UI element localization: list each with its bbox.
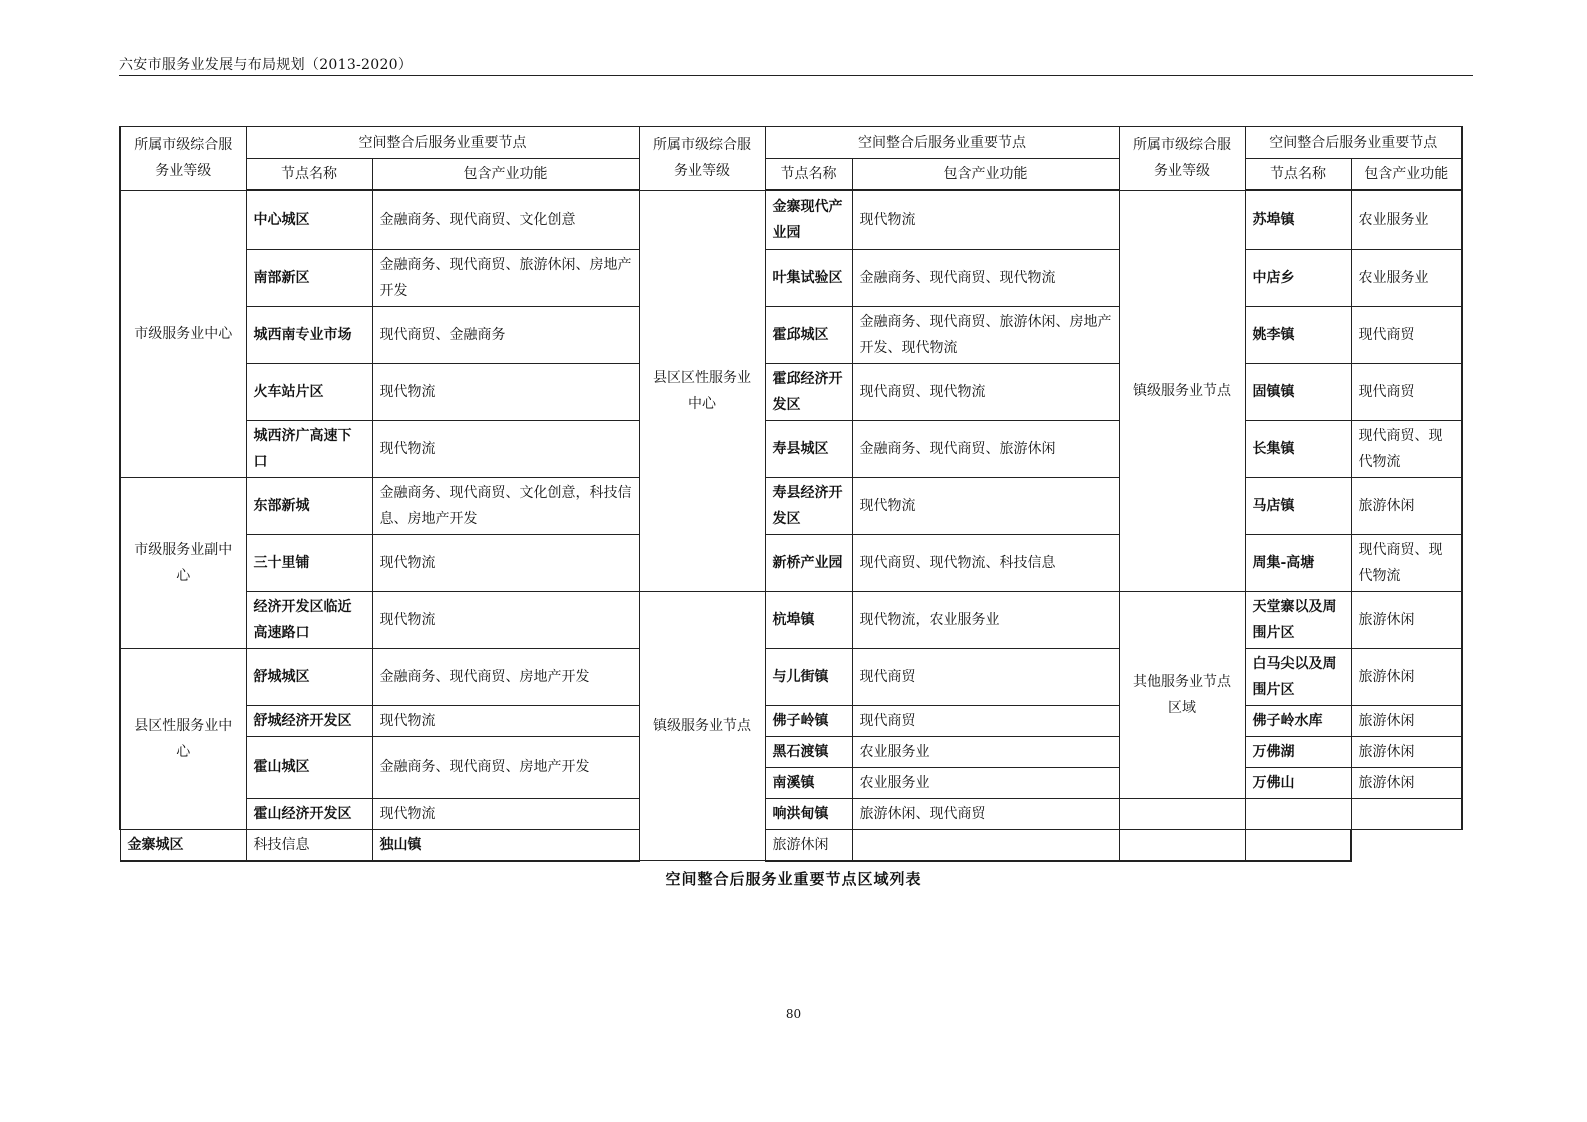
table-caption: 空间整合后服务业重要节点区域列表 [665,870,922,888]
node-name: 东部新城 [246,477,372,534]
node-functions: 现代物流 [372,420,639,477]
node-functions: 现代商贸 [1351,363,1462,420]
group-county-center-left: 县区性服务业中心 [120,648,246,829]
node-name: 金寨现代产业园 [765,190,852,249]
node-name: 南溪镇 [765,767,852,798]
node-functions: 农业服务业 [852,767,1119,798]
node-name: 舒城城区 [246,648,372,705]
header-level-col1: 所属市级综合服务业等级 [120,127,246,191]
node-functions: 现代商贸、现代物流、科技信息 [852,534,1119,591]
node-name: 寿县经济开发区 [765,477,852,534]
group-city-center: 市级服务业中心 [120,190,246,477]
header-node-name-col1: 节点名称 [246,159,372,191]
node-functions: 旅游休闲 [1351,591,1462,648]
node-name: 白马尖以及周围片区 [1245,648,1351,705]
header-nodes-group-col3: 空间整合后服务业重要节点 [1245,127,1462,159]
empty-cell [1351,798,1462,829]
node-name: 周集-高塘 [1245,534,1351,591]
node-functions: 金融商务、现代商贸、文化创意 [372,190,639,249]
node-functions: 旅游休闲 [1351,736,1462,767]
header-level-col2: 所属市级综合服务业等级 [639,127,765,191]
node-name: 佛子岭水库 [1245,705,1351,736]
node-name: 长集镇 [1245,420,1351,477]
node-functions: 金融商务、现代商贸、旅游休闲、房地产开发、现代物流 [852,306,1119,363]
header-node-name-col3: 节点名称 [1245,159,1351,191]
node-name: 中店乡 [1245,249,1351,306]
node-functions: 旅游休闲 [1351,767,1462,798]
node-functions: 现代商贸 [1351,306,1462,363]
empty-cell [1119,829,1245,861]
group-town-node-mid: 镇级服务业节点 [639,591,765,861]
empty-cell [852,829,1119,861]
node-functions: 现代商贸 [852,648,1119,705]
node-functions: 现代商贸、金融商务 [372,306,639,363]
node-functions: 现代物流 [372,591,639,648]
node-name: 固镇镇 [1245,363,1351,420]
node-name: 中心城区 [246,190,372,249]
node-functions: 农业服务业 [1351,249,1462,306]
node-functions: 科技信息 [246,829,372,861]
node-name: 响洪甸镇 [765,798,852,829]
group-county-center-mid: 县区区性服务业中心 [639,190,765,591]
node-name: 叶集试验区 [765,249,852,306]
node-functions: 现代物流，农业服务业 [852,591,1119,648]
header-nodes-group-col1: 空间整合后服务业重要节点 [246,127,639,159]
node-name: 霍山经济开发区 [246,798,372,829]
node-name: 姚李镇 [1245,306,1351,363]
node-functions: 金融商务、现代商贸、文化创意，科技信息、房地产开发 [372,477,639,534]
node-functions: 现代商贸、现代物流 [1351,420,1462,477]
node-functions: 金融商务、现代商贸、旅游休闲、房地产开发 [372,249,639,306]
node-name: 寿县城区 [765,420,852,477]
node-functions: 金融商务、现代商贸、现代物流 [852,249,1119,306]
node-functions: 现代物流 [372,534,639,591]
group-city-sub-center: 市级服务业副中心 [120,477,246,648]
group-other-region: 其他服务业节点区域 [1119,591,1245,798]
empty-cell [1119,798,1245,829]
node-functions: 现代商贸、现代物流 [1351,534,1462,591]
header-functions-col3: 包含产业功能 [1351,159,1462,191]
node-functions: 现代物流 [852,190,1119,249]
node-name: 城西南专业市场 [246,306,372,363]
node-functions: 现代物流 [852,477,1119,534]
node-functions: 农业服务业 [1351,190,1462,249]
node-name: 佛子岭镇 [765,705,852,736]
node-name: 苏埠镇 [1245,190,1351,249]
node-functions: 旅游休闲 [1351,648,1462,705]
node-name: 黑石渡镇 [765,736,852,767]
header-rule [119,75,1473,76]
header-functions-col1: 包含产业功能 [372,159,639,191]
node-name: 万佛湖 [1245,736,1351,767]
node-functions: 现代物流 [372,363,639,420]
node-name: 城西济广高速下口 [246,420,372,477]
node-functions: 旅游休闲 [1351,705,1462,736]
node-name: 火车站片区 [246,363,372,420]
node-functions: 现代物流 [372,798,639,829]
node-functions: 旅游休闲 [765,829,852,861]
node-functions: 金融商务、现代商贸、房地产开发 [372,736,639,798]
node-name: 经济开发区临近高速路口 [246,591,372,648]
page-number: 80 [785,1007,802,1021]
header-nodes-group-col2: 空间整合后服务业重要节点 [765,127,1119,159]
node-name: 金寨城区 [120,829,246,861]
node-functions: 农业服务业 [852,736,1119,767]
node-name: 杭埠镇 [765,591,852,648]
node-name: 新桥产业园 [765,534,852,591]
node-functions: 现代物流 [372,705,639,736]
node-functions: 旅游休闲、现代商贸 [852,798,1119,829]
node-name: 南部新区 [246,249,372,306]
header-functions-col2: 包含产业功能 [852,159,1119,191]
node-name: 天堂寨以及周围片区 [1245,591,1351,648]
service-nodes-table [119,126,1463,862]
node-name: 舒城经济开发区 [246,705,372,736]
node-name: 万佛山 [1245,767,1351,798]
node-name: 三十里铺 [246,534,372,591]
node-functions: 金融商务、现代商贸、房地产开发 [372,648,639,705]
node-functions: 现代商贸、现代物流 [852,363,1119,420]
node-name: 马店镇 [1245,477,1351,534]
group-town-node-right: 镇级服务业节点 [1119,190,1245,591]
node-functions: 旅游休闲 [1351,477,1462,534]
empty-cell [1245,829,1351,861]
node-name: 与儿街镇 [765,648,852,705]
node-name: 霍山城区 [246,736,372,798]
empty-cell [1245,798,1351,829]
header-level-col3: 所属市级综合服务业等级 [1119,127,1245,191]
node-name: 霍邱城区 [765,306,852,363]
node-functions: 现代商贸 [852,705,1119,736]
node-name: 独山镇 [372,829,639,861]
node-name: 霍邱经济开发区 [765,363,852,420]
header-node-name-col2: 节点名称 [765,159,852,191]
node-functions: 金融商务、现代商贸、旅游休闲 [852,420,1119,477]
document-header-title: 六安市服务业发展与布局规划（2013-2020） [119,57,413,73]
